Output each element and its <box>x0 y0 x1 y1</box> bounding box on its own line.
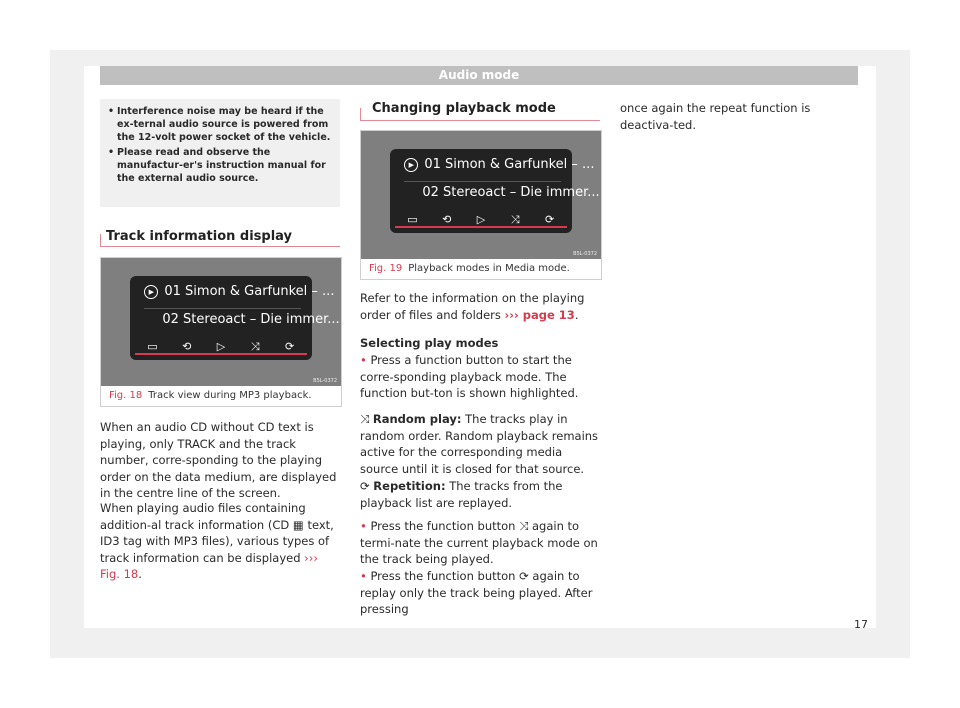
mode-description: ⟳ Repetition: The tracks from the playback list are replayed. <box>360 479 563 510</box>
screen-image <box>361 131 601 259</box>
heading-rule <box>360 120 600 121</box>
figure-caption: Fig. 19 Playback modes in Media mode. <box>369 263 570 274</box>
folder-icon: ▭ <box>395 213 429 228</box>
play-icon: ▷ <box>204 340 238 355</box>
folder-icon: ▭ <box>135 340 169 355</box>
back-icon: ⟲ <box>170 340 204 355</box>
shuffle-icon: ⤨ <box>238 340 272 355</box>
function-buttons <box>395 213 566 228</box>
note-item: • Please read and observe the manufactur-er's instruction manual for the external audio source. <box>108 146 332 185</box>
figure-18 <box>100 257 342 407</box>
paragraph: Refer to the information on the playing order of files and folders ››› page 13. <box>360 291 585 322</box>
fig-link[interactable]: ››› Fig. 18 <box>100 550 318 581</box>
page-link[interactable]: ››› page 13 <box>504 307 575 322</box>
screen-image <box>101 258 341 386</box>
function-buttons <box>135 340 306 355</box>
paragraph: When playing audio files containing addition-al track information (CD ▦ text, ID3 tag with MP3 files), various types of track information can be displayed ››› Fig. 18. <box>100 501 334 581</box>
paragraph: When an audio CD without CD text is playing, only TRACK and the track number, corre-sponding to the playing order on the data medium, are displayed in the centre line of the screen. <box>100 420 337 500</box>
page-number: 17 <box>854 618 868 631</box>
display-panel <box>390 149 600 234</box>
shuffle-icon: ⤨ <box>519 519 529 533</box>
note-box <box>100 99 340 207</box>
figure-19 <box>360 130 602 280</box>
repeat-icon: ⟳ <box>360 479 370 493</box>
figure-code: B5L-0372 <box>313 378 337 384</box>
cd-icon: ▦ <box>292 517 304 532</box>
subheading: Selecting play modes <box>360 336 499 350</box>
track-row: ▶ 01 Simon & Garfunkel – ... <box>404 157 561 172</box>
heading-rule <box>100 246 340 247</box>
track-row: ▶ 01 Simon & Garfunkel – ... <box>144 284 301 299</box>
note-item: • Interference noise may be heard if the ex-ternal audio source is powered from the 12-volt power socket of the vehicle. <box>108 105 332 144</box>
page-header: Audio mode <box>100 66 858 85</box>
track-row: 02 Stereoact – Die immer... <box>162 312 340 328</box>
section-heading: Track information display <box>106 229 293 244</box>
section-heading: Changing playback mode <box>372 101 556 116</box>
display-panel <box>130 276 340 361</box>
play-indicator-icon: ▶ <box>144 285 158 299</box>
shuffle-icon: ⤨ <box>498 213 532 228</box>
paragraph: once again the repeat function is deactiva-ted. <box>620 101 811 132</box>
mode-description: ⤨ Random play: The tracks play in random order. Random playback remains active for the corresponding media source until it is closed for that source. <box>360 412 599 476</box>
bullet-item: • Press the function button ⟳ again to replay only the track being played. After pressing <box>360 569 593 616</box>
play-icon: ▷ <box>464 213 498 228</box>
figure-code: B5L-0372 <box>573 251 597 257</box>
repeat-icon: ⟳ <box>272 340 306 355</box>
repeat-icon: ⟳ <box>532 213 566 228</box>
track-row: 02 Stereoact – Die immer... <box>422 185 600 201</box>
bullet-item: • Press a function button to start the corre-sponding playback mode. The function but-ton is shown highlighted. <box>360 353 579 400</box>
shuffle-icon: ⤨ <box>360 412 370 426</box>
bullet-item: • Press the function button ⤨ again to termi-nate the current playback mode on the track being played. <box>360 519 598 566</box>
back-icon: ⟲ <box>430 213 464 228</box>
figure-caption: Fig. 18 Track view during MP3 playback. <box>109 390 312 401</box>
play-indicator-icon: ▶ <box>404 158 418 172</box>
repeat-icon: ⟳ <box>519 569 529 583</box>
